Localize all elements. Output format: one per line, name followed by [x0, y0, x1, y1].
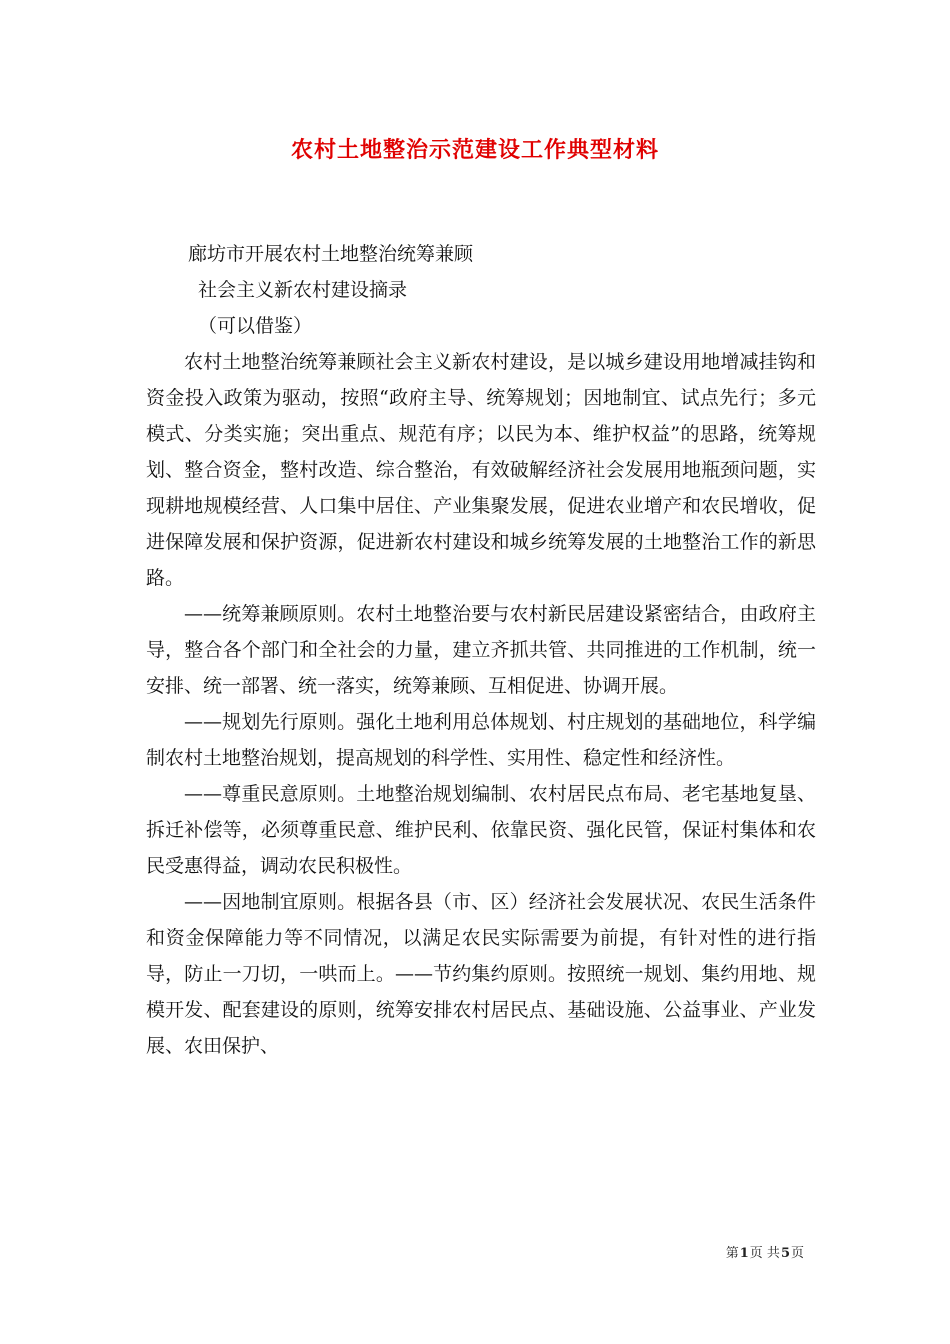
footer-suffix: 页 — [790, 1246, 804, 1261]
footer-prefix: 第 — [725, 1246, 739, 1261]
page-number: 1 — [739, 1246, 749, 1261]
subtitle-note: （可以借鉴） — [198, 315, 313, 337]
footer-middle: 页 共 — [749, 1246, 780, 1261]
document-body — [146, 236, 816, 1064]
subtitle-line-2: 社会主义新农村建设摘录 — [198, 279, 408, 301]
page-footer — [726, 1245, 804, 1263]
page-total: 5 — [780, 1246, 790, 1261]
paragraph-principle-planning: ——规划先行原则。强化土地利用总体规划、村庄规划的基础地位，科学编制农村土地整治规划，提高规划的科学性、实用性、稳定性和经济性。 — [146, 711, 816, 769]
paragraph-principle-local-conditions: ——因地制宜原则。根据各县（市、区）经济社会发展状况、农民生活条件和资金保障能力等不同情况，以满足农民实际需要为前提，有针对性的进行指导，防止一刀切，一哄而上。——节约集约原则。按照统一规划、集约用地、规模开发、配套建设的原则，统筹安排农村居民点、基础设施、公益事业、产业发展、农田保护、 — [146, 891, 816, 1057]
paragraph-intro: 农村土地整治统筹兼顾社会主义新农村建设，是以城乡建设用地增减挂钩和资金投入政策为驱动，按照“政府主导、统筹规划；因地制宜、试点先行；多元模式、分类实施；突出重点、规范有序；以民为本、维护权益”的思路，统筹规划、整合资金，整村改造、综合整治，有效破解经济社会发展用地瓶颈问题，实现耕地规模经营、人口集中居住、产业集聚发展，促进农业增产和农民增收，促进保障发展和保护资源，促进新农村建设和城乡统筹发展的土地整治工作的新思路。 — [146, 351, 816, 589]
paragraph-principle-public-will: ——尊重民意原则。土地整治规划编制、农村居民点布局、老宅基地复垦、拆迁补偿等，必须尊重民意、维护民利、依靠民资、强化民管，保证村集体和农民受惠得益，调动农民积极性。 — [146, 783, 816, 877]
paragraph-principle-coordination: ——统筹兼顾原则。农村土地整治要与农村新民居建设紧密结合，由政府主导，整合各个部门和全社会的力量，建立齐抓共管、共同推进的工作机制，统一安排、统一部署、统一落实，统筹兼顾、互相促进、协调开展。 — [146, 603, 816, 697]
subtitle-line-1: 廊坊市开展农村土地整治统筹兼顾 — [188, 243, 474, 265]
document-title: 农村土地整治示范建设工作典型材料 — [290, 137, 659, 163]
